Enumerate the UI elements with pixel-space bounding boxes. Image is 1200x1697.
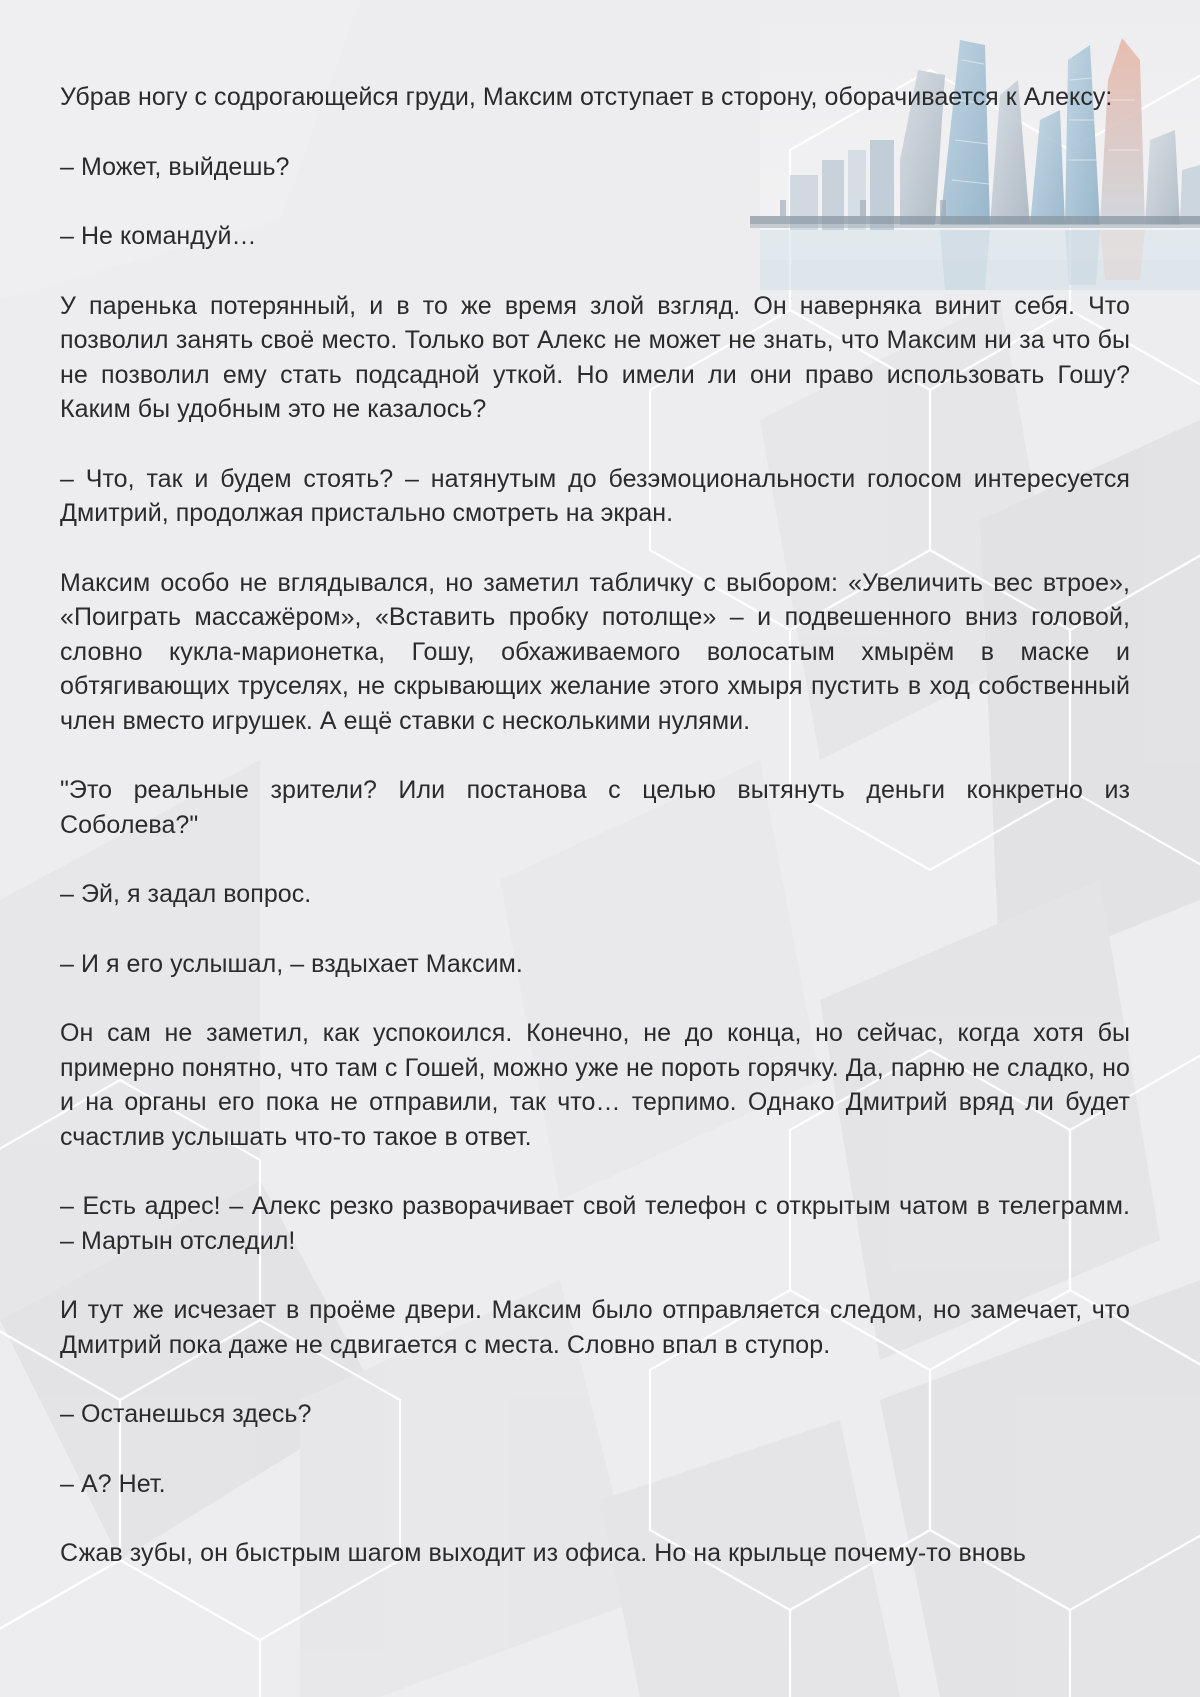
paragraph: – Эй, я задал вопрос. — [60, 880, 312, 908]
paragraph: – А? Нет. — [60, 1469, 166, 1498]
paragraph: И тут же исчезает в проёме двери. Максим было отправляется следом, но замечает, что Дмитрий пока даже не сдвигается с места. Словно впал в ступор. — [60, 1296, 1130, 1359]
paragraph: – Останешься здесь? — [60, 1400, 312, 1428]
paragraph: "Это реальные зрители? Или постанова с целью вытянуть деньги конкретно из Соболева?" — [60, 776, 1130, 839]
paragraph: – Есть адрес! – Алекс резко разворачивает свой телефон с открытым чатом в телеграмм. – Мартын отследил! — [60, 1192, 1130, 1255]
paragraph: – И я его услышал, – вздыхает Максим. — [60, 949, 523, 978]
paragraph: Он сам не заметил, как успокоился. Конечно, не до конца, но сейчас, когда хотя бы примерно понятно, что там с Гошей, можно уже не пороть горячку. Да, парню не сладко, но и на органы его пока не отправили, так что… терпимо. Однако Дмитрий вряд ли будет счастлив услышать что-то такое в ответ. — [60, 1019, 1130, 1151]
paragraph: – Что, так и будем стоять? – натянутым до безэмоциональности голосом интересуется Дмитрий, продолжая пристально смотреть на экран. — [60, 464, 1130, 527]
paragraph: Максим особо не вглядывался, но заметил табличку с выбором: «Увеличить вес втрое», «Поиграть массажёром», «Вставить пробку потолще» – и подвешенного вниз головой, словно кукла-марионетка, Гошу, обхаживаемого волосатым хмырём в маске и обтягивающих труселях, не скрывающих желание этого хмыря пустить в ход собственный член вместо игрушек. А ещё ставки с несколькими нулями. — [60, 568, 1130, 735]
paragraph: – Может, выйдешь? — [60, 152, 290, 181]
paragraph: Сжав зубы, он быстрым шагом выходит из офиса. Но на крыльце почему-то вновь — [60, 1539, 1026, 1567]
paragraph: – Не командуй… — [60, 222, 257, 250]
paragraph: У паренька потерянный, и в то же время злой взгляд. Он наверняка винит себя. Что позволил занять своё место. Только вот Алекс не может не знать, что Максим ни за что бы не позволил ему стать подсадной уткой. Но имели ли они право использовать Гошу? Каким бы удобным это не казалось? — [60, 291, 1130, 423]
paragraph: Убрав ногу с содрогающейся груди, Максим отступает в сторону, оборачивается к Алексу: — [60, 83, 1113, 111]
document-body — [60, 80, 1130, 1571]
